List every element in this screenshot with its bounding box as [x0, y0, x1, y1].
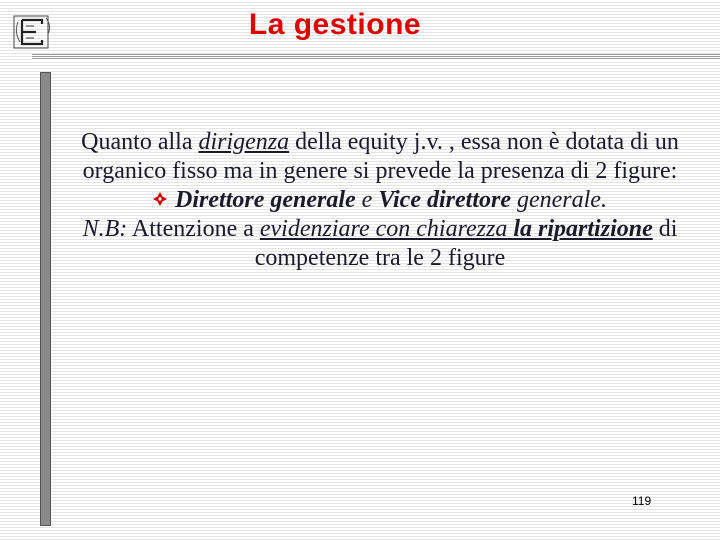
page-title: La gestione: [248, 8, 422, 41]
bullet-item: [80, 186, 680, 215]
note-text-2: di competenze tra le 2 figure: [254, 216, 678, 271]
note-text-emphasis: evidenziare con chiarezza: [259, 216, 508, 242]
bullet-text-generale: generale.: [510, 187, 607, 213]
intro-text-1: Quanto alla: [81, 129, 199, 155]
intro-paragraph: [80, 128, 680, 186]
intro-text-2: della equity j.v. , essa non è dotata di un organico fisso ma in genere si prevede la presenza di 2 figure:: [82, 129, 679, 184]
page-number: 119: [632, 494, 652, 508]
bullet-text-vice: Vice direttore: [378, 187, 511, 213]
bullet-text-e: e: [355, 187, 379, 213]
note-paragraph: [80, 215, 680, 273]
bullet-text-direttore: Direttore generale: [175, 187, 356, 213]
note-label: N.B:: [82, 216, 128, 242]
title-divider: [32, 54, 720, 60]
intro-text-dirigenza: dirigenza: [198, 129, 290, 155]
left-decorative-bar: [40, 72, 51, 526]
slide-content: [80, 128, 680, 273]
note-text-1: Attenzione a: [127, 216, 260, 242]
note-text-ripartizione: la ripartizione: [507, 216, 653, 242]
diamond-bullet-icon: [153, 192, 167, 206]
